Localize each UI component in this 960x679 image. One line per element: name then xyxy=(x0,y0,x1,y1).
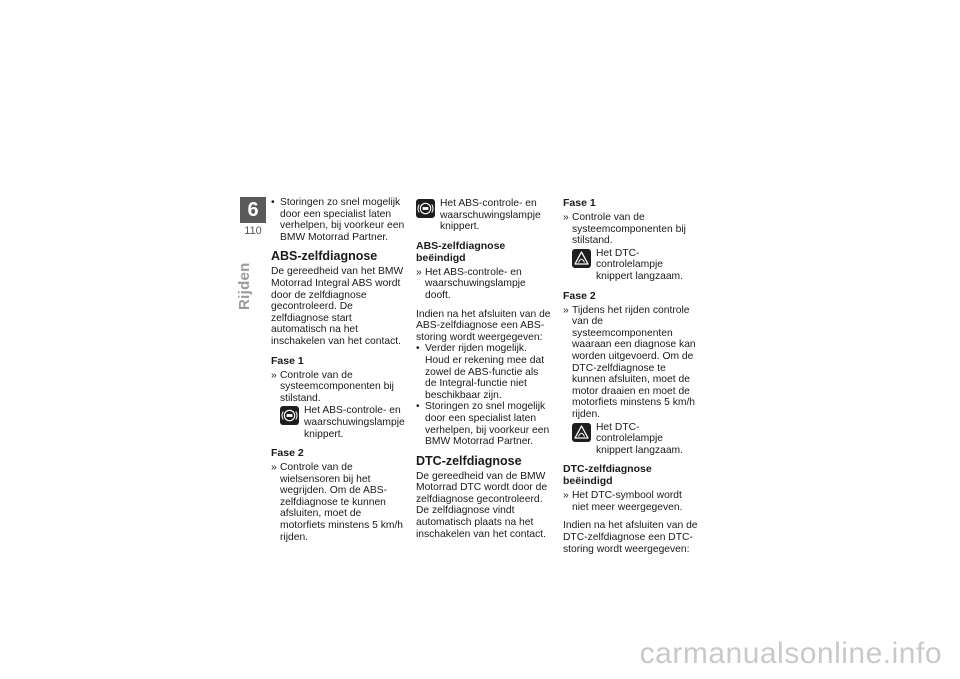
subsection-heading: DTC-zelfdiagnose beëindigd xyxy=(563,463,652,488)
subsection-heading: Fase 1 xyxy=(563,197,596,209)
bullet-marker: • xyxy=(416,401,420,413)
abs-warning-icon xyxy=(280,406,299,425)
list-item xyxy=(271,197,407,243)
note-text: Het ABS-controle- en waarschuwingslampje knippert. xyxy=(440,198,541,233)
step-item xyxy=(563,490,701,513)
step-marker: » xyxy=(563,304,569,316)
chapter-title: Rijden xyxy=(236,262,253,310)
column-1 xyxy=(271,197,407,543)
indicator-note xyxy=(572,422,701,457)
step-marker: » xyxy=(271,369,277,381)
dtc-warning-icon xyxy=(572,249,591,268)
bullet-marker: • xyxy=(271,197,275,208)
step-text: Controle van de systeemcomponenten bij stilstand. xyxy=(572,212,686,247)
list-item-text: Storingen zo snel mogelijk door een specialist laten verhelpen, bij voorkeur een BMW Motorrad Partner. xyxy=(280,197,405,243)
step-item xyxy=(563,305,701,421)
step-item xyxy=(271,370,407,405)
watermark: carmanualsonline.info xyxy=(639,637,942,670)
column-3 xyxy=(563,197,701,555)
step-text: Controle van de wielsensoren bij het wegrijden. Om de ABS-zelfdiagnose te kunnen afsluiten, moet de motorfiets minstens 5 km/h rijden. xyxy=(280,462,404,543)
list-item-text: Verder rijden mogelijk. Houd er rekening mee dat zowel de ABS-functie als de Integral-functie niet beschikbaar zijn. xyxy=(425,343,545,401)
indicator-note xyxy=(416,198,552,233)
step-text: Controle van de systeemcomponenten bij stilstand. xyxy=(280,369,394,404)
indicator-note xyxy=(572,248,701,283)
step-item xyxy=(416,267,552,302)
paragraph: De gereedheid van de BMW Motorrad DTC wordt door de zelfdiagnose gecontroleerd. De zelfdiagnose vindt automatisch plaats na het inschakelen van het contact. xyxy=(416,470,548,540)
page-number: 110 xyxy=(244,225,262,237)
chapter-tab xyxy=(240,197,266,237)
step-text: Tijdens het rijden controle van de systeemcomponenten waaraan een diagnose kan worden uitgevoerd. Om de DTC-zelfdiagnose te kunnen afsluiten, moet de motor draaien en moet de motorfiets minstens 5 km/h rijden. xyxy=(572,304,696,420)
paragraph: Indien na het afsluiten van de ABS-zelfdiagnose een ABS-storing wordt weergegeven: xyxy=(416,308,551,343)
section-heading: ABS-zelfdiagnose xyxy=(271,249,378,264)
step-text: Het ABS-controle- en waarschuwingslampje dooft. xyxy=(425,266,526,301)
list-item-text: Storingen zo snel mogelijk door een specialist laten verhelpen, bij voorkeur een BMW Motorrad Partner. xyxy=(425,401,550,448)
section-heading: DTC-zelfdiagnose xyxy=(416,453,522,468)
step-item xyxy=(271,462,407,543)
list-item xyxy=(416,401,552,447)
column-2 xyxy=(416,197,552,540)
indicator-note xyxy=(280,405,407,440)
subsection-heading: Fase 2 xyxy=(563,289,596,302)
note-text: Het ABS-controle- en waarschuwingslampje knippert. xyxy=(304,405,405,440)
abs-warning-icon xyxy=(416,199,435,218)
paragraph: De gereedheid van het BMW Motorrad Integral ABS wordt door de zelfdiagnose gecontroleerd. De zelfdiagnose start automatisch na het inschakelen van het contact. xyxy=(271,266,404,347)
subsection-heading: ABS-zelfdiagnose beëindigd xyxy=(416,239,506,264)
chapter-number: 6 xyxy=(240,197,266,223)
list-item xyxy=(416,343,552,401)
step-marker: » xyxy=(416,266,422,278)
note-text: Het DTC-controlelampje knippert langzaam. xyxy=(596,421,684,456)
subsection-heading: Fase 1 xyxy=(271,354,304,367)
subsection-heading: Fase 2 xyxy=(271,447,304,460)
step-item xyxy=(563,212,701,247)
step-marker: » xyxy=(563,490,569,502)
step-marker: » xyxy=(271,462,277,474)
step-text: Het DTC-symbool wordt niet meer weergegeven. xyxy=(572,490,683,513)
note-text: Het DTC-controlelampje knippert langzaam. xyxy=(596,247,684,282)
paragraph: Indien na het afsluiten van de DTC-zelfdiagnose een DTC-storing wordt weergegeven: xyxy=(563,520,698,555)
dtc-warning-icon xyxy=(572,423,591,442)
bullet-marker: • xyxy=(416,343,420,355)
step-marker: » xyxy=(563,212,569,223)
